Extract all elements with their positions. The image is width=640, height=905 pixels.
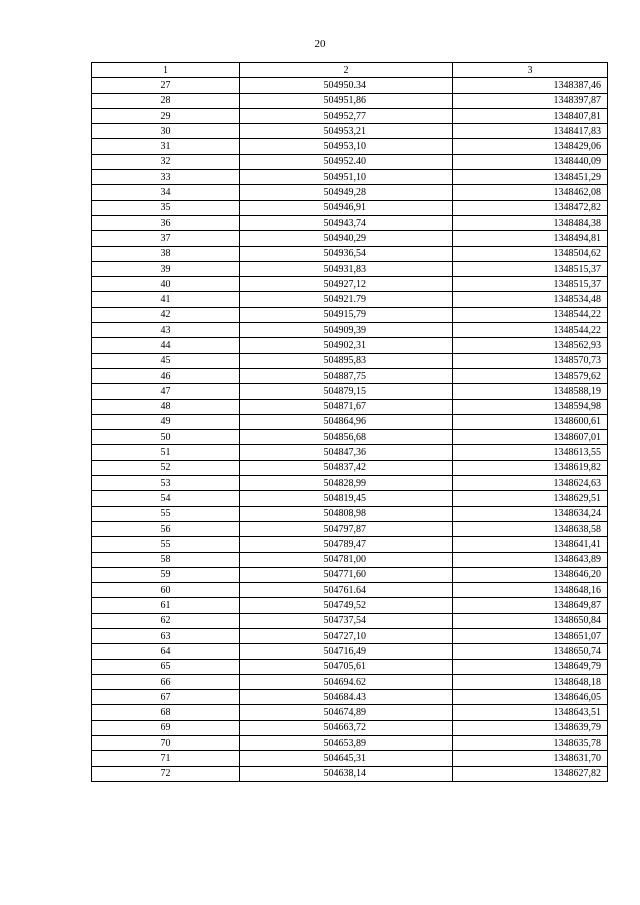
table-header-row: [92, 63, 608, 78]
y-coordinate-cell: 1348544,22: [453, 307, 608, 322]
x-coordinate-cell: 504943,74: [240, 215, 453, 230]
table-row: [92, 460, 608, 475]
y-coordinate-cell: 1348607,01: [453, 430, 608, 445]
point-number-cell: 65: [92, 659, 240, 674]
table-row: [92, 78, 608, 93]
table-row: [92, 552, 608, 567]
x-coordinate-cell: 504895,83: [240, 353, 453, 368]
y-coordinate-cell: 1348570,73: [453, 353, 608, 368]
table-row: [92, 323, 608, 338]
x-coordinate-cell: 504864,96: [240, 414, 453, 429]
coordinates-table: [91, 62, 608, 782]
point-number-cell: 42: [92, 307, 240, 322]
table-row: [92, 307, 608, 322]
x-coordinate-cell: 504951,10: [240, 170, 453, 185]
y-coordinate-cell: 1348494,81: [453, 231, 608, 246]
point-number-cell: 55: [92, 537, 240, 552]
point-number-cell: 40: [92, 277, 240, 292]
x-coordinate-cell: 504781,00: [240, 552, 453, 567]
table-row: [92, 537, 608, 552]
y-coordinate-cell: 1348629,51: [453, 491, 608, 506]
x-coordinate-cell: 504909,39: [240, 323, 453, 338]
y-coordinate-cell: 1348624,63: [453, 476, 608, 491]
y-coordinate-cell: 1348515,37: [453, 277, 608, 292]
x-coordinate-cell: 504808,98: [240, 506, 453, 521]
y-coordinate-cell: 1348504,62: [453, 246, 608, 261]
point-number-cell: 48: [92, 399, 240, 414]
y-coordinate-cell: 1348648,18: [453, 674, 608, 689]
y-coordinate-cell: 1348643,89: [453, 552, 608, 567]
table-row: [92, 720, 608, 735]
x-coordinate-cell: 504951,86: [240, 93, 453, 108]
point-number-cell: 51: [92, 445, 240, 460]
table-row: [92, 93, 608, 108]
y-coordinate-cell: 1348594,98: [453, 399, 608, 414]
point-number-cell: 72: [92, 766, 240, 781]
y-coordinate-cell: 1348634,24: [453, 506, 608, 521]
column-header-3: 3: [453, 63, 608, 78]
y-coordinate-cell: 1348429,06: [453, 139, 608, 154]
point-number-cell: 52: [92, 460, 240, 475]
point-number-cell: 33: [92, 170, 240, 185]
table-row: [92, 521, 608, 536]
table-row: [92, 338, 608, 353]
y-coordinate-cell: 1348407,81: [453, 108, 608, 123]
point-number-cell: 56: [92, 521, 240, 536]
point-number-cell: 50: [92, 430, 240, 445]
x-coordinate-cell: 504737,54: [240, 613, 453, 628]
table-row: [92, 736, 608, 751]
x-coordinate-cell: 504946,91: [240, 200, 453, 215]
table-row: [92, 766, 608, 781]
y-coordinate-cell: 1348579,62: [453, 368, 608, 383]
column-header-2: 2: [240, 63, 453, 78]
x-coordinate-cell: 504871,67: [240, 399, 453, 414]
point-number-cell: 49: [92, 414, 240, 429]
x-coordinate-cell: 504705,61: [240, 659, 453, 674]
table-row: [92, 674, 608, 689]
x-coordinate-cell: 504674,89: [240, 705, 453, 720]
table-row: [92, 613, 608, 628]
table-row: [92, 215, 608, 230]
point-number-cell: 63: [92, 628, 240, 643]
table-row: [92, 644, 608, 659]
table-row: [92, 231, 608, 246]
point-number-cell: 32: [92, 154, 240, 169]
point-number-cell: 62: [92, 613, 240, 628]
table-row: [92, 705, 608, 720]
x-coordinate-cell: 504950.34: [240, 78, 453, 93]
y-coordinate-cell: 1348472,82: [453, 200, 608, 215]
table-row: [92, 170, 608, 185]
x-coordinate-cell: 504771,60: [240, 567, 453, 582]
point-number-cell: 69: [92, 720, 240, 735]
y-coordinate-cell: 1348600,61: [453, 414, 608, 429]
point-number-cell: 66: [92, 674, 240, 689]
table-row: [92, 277, 608, 292]
table-row: [92, 414, 608, 429]
x-coordinate-cell: 504837,42: [240, 460, 453, 475]
point-number-cell: 67: [92, 690, 240, 705]
point-number-cell: 53: [92, 476, 240, 491]
y-coordinate-cell: 1348613,55: [453, 445, 608, 460]
y-coordinate-cell: 1348562,93: [453, 338, 608, 353]
x-coordinate-cell: 504663,72: [240, 720, 453, 735]
x-coordinate-cell: 504887,75: [240, 368, 453, 383]
y-coordinate-cell: 1348635,78: [453, 736, 608, 751]
point-number-cell: 47: [92, 384, 240, 399]
table-row: [92, 430, 608, 445]
point-number-cell: 38: [92, 246, 240, 261]
point-number-cell: 45: [92, 353, 240, 368]
table-row: [92, 384, 608, 399]
point-number-cell: 46: [92, 368, 240, 383]
table-row: [92, 690, 608, 705]
point-number-cell: 36: [92, 215, 240, 230]
point-number-cell: 71: [92, 751, 240, 766]
point-number-cell: 43: [92, 323, 240, 338]
y-coordinate-cell: 1348462,08: [453, 185, 608, 200]
y-coordinate-cell: 1348515,37: [453, 261, 608, 276]
page-number: 20: [314, 38, 326, 50]
y-coordinate-cell: 1348638,58: [453, 521, 608, 536]
point-number-cell: 41: [92, 292, 240, 307]
point-number-cell: 29: [92, 108, 240, 123]
x-coordinate-cell: 504931,83: [240, 261, 453, 276]
table-row: [92, 751, 608, 766]
y-coordinate-cell: 1348641,41: [453, 537, 608, 552]
table-row: [92, 659, 608, 674]
x-coordinate-cell: 504879,15: [240, 384, 453, 399]
y-coordinate-cell: 1348643,51: [453, 705, 608, 720]
point-number-cell: 58: [92, 552, 240, 567]
point-number-cell: 55: [92, 506, 240, 521]
x-coordinate-cell: 504847,36: [240, 445, 453, 460]
table-row: [92, 506, 608, 521]
table-row: [92, 368, 608, 383]
y-coordinate-cell: 1348649,87: [453, 598, 608, 613]
table-row: [92, 124, 608, 139]
y-coordinate-cell: 1348646,05: [453, 690, 608, 705]
y-coordinate-cell: 1348648,16: [453, 583, 608, 598]
y-coordinate-cell: 1348417,83: [453, 124, 608, 139]
x-coordinate-cell: 504684.43: [240, 690, 453, 705]
table-row: [92, 139, 608, 154]
y-coordinate-cell: 1348649,79: [453, 659, 608, 674]
x-coordinate-cell: 504645,31: [240, 751, 453, 766]
y-coordinate-cell: 1348651,07: [453, 628, 608, 643]
x-coordinate-cell: 504952,77: [240, 108, 453, 123]
table-row: [92, 292, 608, 307]
point-number-cell: 37: [92, 231, 240, 246]
y-coordinate-cell: 1348646,20: [453, 567, 608, 582]
x-coordinate-cell: 504761.64: [240, 583, 453, 598]
x-coordinate-cell: 504797,87: [240, 521, 453, 536]
point-number-cell: 68: [92, 705, 240, 720]
x-coordinate-cell: 504694.62: [240, 674, 453, 689]
y-coordinate-cell: 1348484,38: [453, 215, 608, 230]
x-coordinate-cell: 504653,89: [240, 736, 453, 751]
y-coordinate-cell: 1348451,29: [453, 170, 608, 185]
x-coordinate-cell: 504953,21: [240, 124, 453, 139]
y-coordinate-cell: 1348397,87: [453, 93, 608, 108]
x-coordinate-cell: 504921.79: [240, 292, 453, 307]
x-coordinate-cell: 504940,29: [240, 231, 453, 246]
table-row: [92, 491, 608, 506]
point-number-cell: 27: [92, 78, 240, 93]
y-coordinate-cell: 1348440,09: [453, 154, 608, 169]
x-coordinate-cell: 504949,28: [240, 185, 453, 200]
x-coordinate-cell: 504953,10: [240, 139, 453, 154]
y-coordinate-cell: 1348387,46: [453, 78, 608, 93]
table-row: [92, 567, 608, 582]
table-row: [92, 246, 608, 261]
table-row: [92, 476, 608, 491]
table-row: [92, 185, 608, 200]
y-coordinate-cell: 1348639,79: [453, 720, 608, 735]
x-coordinate-cell: 504856,68: [240, 430, 453, 445]
table-row: [92, 583, 608, 598]
y-coordinate-cell: 1348650,84: [453, 613, 608, 628]
y-coordinate-cell: 1348534,48: [453, 292, 608, 307]
x-coordinate-cell: 504749,52: [240, 598, 453, 613]
x-coordinate-cell: 504828,99: [240, 476, 453, 491]
x-coordinate-cell: 504638,14: [240, 766, 453, 781]
y-coordinate-cell: 1348627,82: [453, 766, 608, 781]
x-coordinate-cell: 504902,31: [240, 338, 453, 353]
point-number-cell: 28: [92, 93, 240, 108]
point-number-cell: 34: [92, 185, 240, 200]
table-row: [92, 445, 608, 460]
table-row: [92, 353, 608, 368]
point-number-cell: 54: [92, 491, 240, 506]
x-coordinate-cell: 504727,10: [240, 628, 453, 643]
x-coordinate-cell: 504789,47: [240, 537, 453, 552]
point-number-cell: 60: [92, 583, 240, 598]
point-number-cell: 64: [92, 644, 240, 659]
point-number-cell: 31: [92, 139, 240, 154]
point-number-cell: 70: [92, 736, 240, 751]
y-coordinate-cell: 1348650,74: [453, 644, 608, 659]
column-header-1: 1: [92, 63, 240, 78]
y-coordinate-cell: 1348619,82: [453, 460, 608, 475]
point-number-cell: 35: [92, 200, 240, 215]
x-coordinate-cell: 504936,54: [240, 246, 453, 261]
point-number-cell: 59: [92, 567, 240, 582]
table-row: [92, 154, 608, 169]
point-number-cell: 30: [92, 124, 240, 139]
x-coordinate-cell: 504927,12: [240, 277, 453, 292]
x-coordinate-cell: 504952.40: [240, 154, 453, 169]
y-coordinate-cell: 1348544,22: [453, 323, 608, 338]
x-coordinate-cell: 504819,45: [240, 491, 453, 506]
x-coordinate-cell: 504716,49: [240, 644, 453, 659]
y-coordinate-cell: 1348631,70: [453, 751, 608, 766]
y-coordinate-cell: 1348588,19: [453, 384, 608, 399]
x-coordinate-cell: 504915,79: [240, 307, 453, 322]
point-number-cell: 61: [92, 598, 240, 613]
table-row: [92, 628, 608, 643]
table-row: [92, 399, 608, 414]
point-number-cell: 44: [92, 338, 240, 353]
table-row: [92, 261, 608, 276]
point-number-cell: 39: [92, 261, 240, 276]
table-row: [92, 200, 608, 215]
table-row: [92, 108, 608, 123]
table-row: [92, 598, 608, 613]
